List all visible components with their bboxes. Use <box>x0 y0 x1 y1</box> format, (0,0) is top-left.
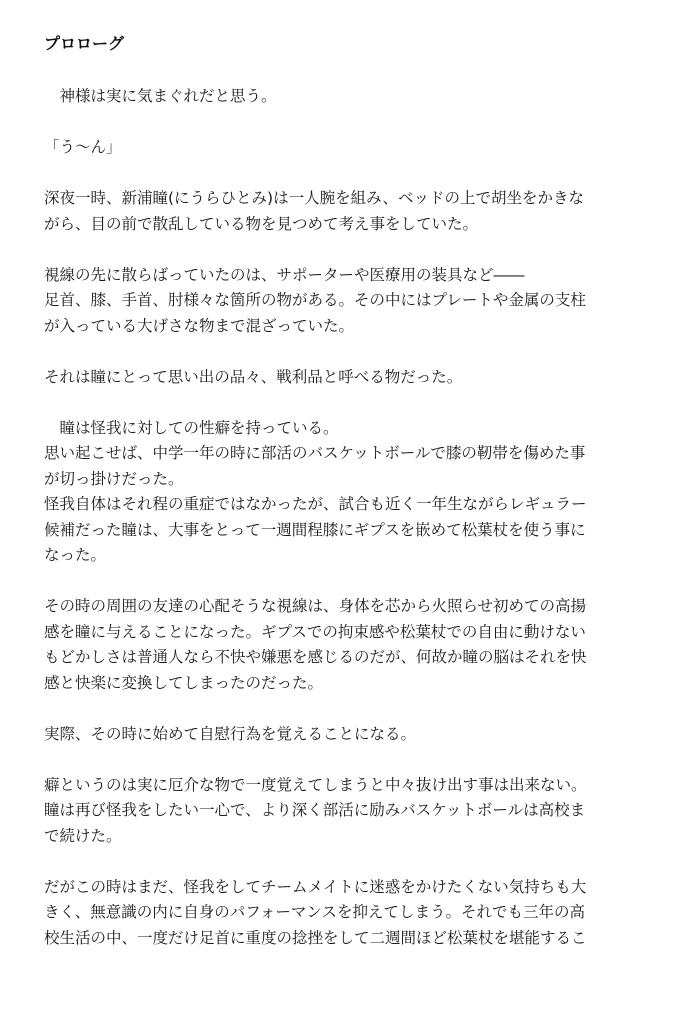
paragraph <box>44 594 644 696</box>
paragraph <box>44 773 644 850</box>
text-line: がら、目の前で散乱している物を見つめて考え事をしていた。 <box>44 214 479 233</box>
document-page <box>44 32 644 977</box>
text-line: 感を瞳に与えることになった。ギプスでの拘束感や松葉杖での自由に動けない <box>44 622 586 641</box>
paragraph <box>44 722 644 748</box>
text-line: 実際、その時に始めて自慰行為を覚えることになる。 <box>44 724 417 743</box>
text-line: 癖というのは実に厄介な物で一度覚えてしまうと中々抜け出す事は出来ない。 <box>44 775 587 794</box>
paragraph <box>44 365 644 391</box>
text-line: だがこの時はまだ、怪我をしてチームメイトに迷惑をかけたくない気持ちも大 <box>44 877 587 896</box>
text-line: 瞳は再び怪我をしたい一心で、より深く部活に励みバスケットボールは高校ま <box>44 801 586 819</box>
text-line: が切っ掛けだった。 <box>44 469 184 488</box>
text-line: 思い起こせば、中学一年の時に部活のバスケットボールで膝の靭帯を傷めた事 <box>44 444 586 462</box>
text-line: 校生活の中、一度だけ足首に重度の捻挫をして二週間ほど松葉杖を堪能するこ <box>44 928 587 947</box>
text-line: なった。 <box>44 546 107 564</box>
text-line: 「う～ん」 <box>44 138 122 156</box>
text-line: 感と快楽に変換してしまったのだった。 <box>44 673 324 692</box>
body-text <box>44 84 644 951</box>
text-line: 足首、膝、手首、肘様々な箇所の物がある。その中にはプレートや金属の支柱 <box>44 291 586 309</box>
text-line: 深夜一時、新浦瞳(にうらひとみ)は一人腕を組み、ベッドの上で胡坐をかきな <box>44 189 585 207</box>
text-line: で続けた。 <box>44 826 122 845</box>
paragraph <box>44 135 644 161</box>
text-line: 神様は実に気まぐれだと思う。 <box>44 87 277 105</box>
paragraph <box>44 875 644 952</box>
paragraph <box>44 186 644 237</box>
paragraph <box>44 263 644 340</box>
paragraph <box>44 416 644 569</box>
text-line: きく、無意識の内に自身のパフォーマンスを抑えてしまう。それでも三年の高 <box>44 903 585 921</box>
text-line: 瞳は怪我に対しての性癖を持っている。 <box>44 418 339 437</box>
text-line: それは瞳にとって思い出の品々、戦利品と呼べる物だった。 <box>44 367 463 386</box>
text-line: その時の周囲の友達の心配そうな視線は、身体を芯から火照らせ初めての高揚 <box>44 597 587 615</box>
text-line: が入っている大げさな物まで混ざっていた。 <box>44 316 355 335</box>
text-line: 候補だった瞳は、大事をとって一週間程膝にギプスを嵌めて松葉杖を使う事に <box>44 520 586 539</box>
chapter-title: プロローグ <box>44 34 125 53</box>
text-line: 視線の先に散らばっていたのは、サポーターや医療用の装具など―― <box>44 265 525 284</box>
paragraph <box>44 84 644 110</box>
text-line: もどかしさは普通人なら不快や嫌悪を感じるのだが、何故か瞳の脳はそれを快 <box>44 648 587 666</box>
text-line: 怪我自体はそれ程の重症ではなかったが、試合も近く一年生ながらレギュラー <box>44 495 587 513</box>
